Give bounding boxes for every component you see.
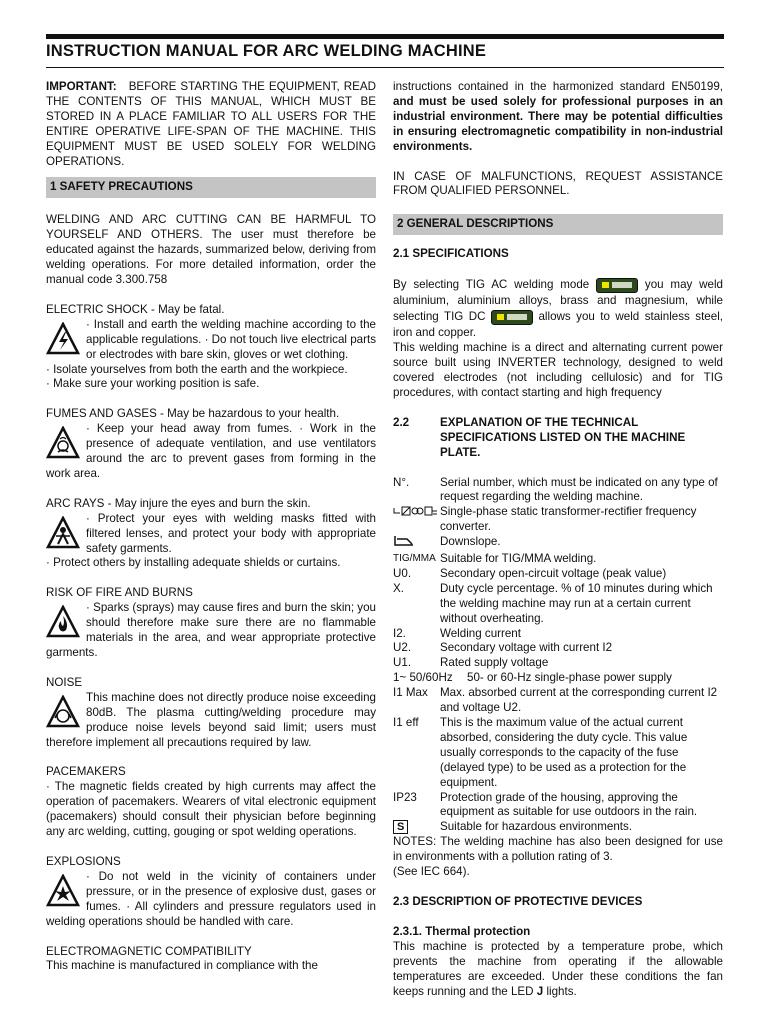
shock-body: · Install and earth the welding machine according to the applicable regulations. · Do not touch live electrical parts or electrodes with bare skin, gloves or wet clothing. (46, 318, 376, 363)
tig-dc-mode-icon (491, 310, 533, 325)
fumes-body: · Keep your head away from fumes. · Work in the presence of adequate ventilation, and use ventilators around the arc to prevent gases from forming in the work area. (46, 422, 376, 480)
fumes-title: FUMES AND GASES - May be hazardous to your health. (46, 407, 340, 421)
section-2-heading: 2 GENERAL DESCRIPTIONS (393, 214, 723, 235)
list-item: N°. Serial number, which must be indicated on any type of request regarding the welding machine. (393, 475, 718, 504)
list-item: U2. Secondary voltage with current I2 (393, 641, 613, 655)
section-2-3-heading: 2.3 DESCRIPTION OF PROTECTIVE DEVICES (393, 894, 643, 908)
list-item: I1 eff This is the maximum value of the actual current absorbed, considering the duty cycle. This value usually corresponds to the capacity of the fuse (delayed type) to be used as a protection for the equipment. (393, 716, 688, 789)
list-item: Single-phase static transformer-rectifier frequency converter. (393, 505, 723, 535)
list-item: S Suitable for hazardous environments. (393, 820, 723, 835)
page-title: INSTRUCTION MANUAL FOR ARC WELDING MACHINE (46, 42, 487, 60)
explosion-warning-icon (46, 874, 80, 908)
explosions-title: EXPLOSIONS (46, 854, 121, 868)
pacemakers-title: PACEMAKERS (46, 765, 126, 779)
list-item: I1 Max Max. absorbed current at the corresponding current I2 and voltage U2. (393, 686, 718, 715)
hazard-s-symbol: S (393, 820, 408, 834)
top-rule (46, 34, 724, 39)
section-1-heading: 1 SAFETY PRECAUTIONS (46, 177, 376, 198)
list-item: 1~ 50/60Hz 50- or 60-Hz single-phase power supply (393, 671, 672, 685)
left-column: IMPORTANT: BEFORE STARTING THE EQUIPMENT, READ THE CONTENTS OF THIS MANUAL, WHICH MUST BE STORED IN A PLACE FAMILIAR TO ALL USERS FOR THE ENTIRE OPERATIVE LIFE-SPAN OF THE MACHINE. THIS EQUIPMENT MUST BE USED SOLELY FOR WELDING OPERATIONS. 1 SAFETY PRECAUTIONS WELDING AND ARC CUTTING CAN BE HARMFUL TO YOURSELF AND OTHERS. The user must therefore be educated against the hazards, summarized below, deriving from welding operations. For more detailed information, order the manual code 3.300.758 ELECTRIC SHOCK - May be fatal. · Install and earth the welding machine according to the applicable regulations. · Do not touch live electrical parts or electrodes with bare skin, gloves or wet clothing. · Isolate yourselves from both the earth and the workpiece. · Make sure your working position is safe. FUMES AND GASES - May be hazardous to your health. · Keep your head away from fumes. · Work in the presence of adequate ventilation, and use ventilators around the arc to prevent gases from forming in the work area. ARC RAYS - May injure the eyes and burn the skin. · Protect your eyes with welding masks fitted with filtered lenses, and protect your body with appropriate safety garments. · Protect others by installing adequate shields or curtains. RISK OF FIRE AND BURNS · Sparks (sprays) may cause fires and burn the skin; you should therefore make sure there are no flammable materials in the area, and wear appropriate protective garments. NOISE This machine does not directly produce noise exceeding 80dB. The plasma cutting/welding procedure may produce noise levels beyond said limit; users must therefore implement all precautions required by law. PACEMAKERS · The magnetic fields created by high currents may affect the operation of pacemakers. Wearers of vital electronic equipment (pacemakers) should consult their physician before beginning any arc welding, cutting, gouging or spot welding operations. EXPLOSIONS · Do not weld in the vicinity of containers under pressure, or in the presence of explosive dust, gases or fumes. · All cylinders and pressure regulators used in welding operations should be handled with care. ELECTROMAGNETIC COMPATIBILITY This machine is manufactured in compliance with the (46, 80, 376, 973)
section-2-3-1-heading: 2.3.1. Thermal protection (393, 924, 531, 938)
shock-title: ELECTRIC SHOCK - May be fatal. (46, 302, 225, 316)
malfunction-note: IN CASE OF MALFUNCTIONS, REQUEST ASSISTANCE FROM QUALIFIED PERSONNEL. (393, 169, 723, 198)
title-rule (46, 67, 724, 68)
section-2-2-heading: 2.2 EXPLANATION OF THE TECHNICAL SPECIFICATIONS LISTED ON THE MACHINE PLATE. (393, 415, 686, 459)
thermal-protection-text: This machine is protected by a temperature probe, which prevents the machine from operating if the allowable temperatures are exceeded. Under these conditions the fan keeps running and the LED J lights. (393, 939, 723, 998)
manual-page (46, 0, 724, 1024)
fumes-warning-icon (46, 426, 80, 460)
iec-reference: (See IEC 664). (393, 865, 470, 879)
explosions-body: · Do not weld in the vicinity of containers under pressure, or in the presence of explosive dust, gases or fumes. · All cylinders and pressure regulators used in welding operations should be handled with care. (46, 869, 376, 928)
arc-title: ARC RAYS - May injure the eyes and burn the skin. (46, 496, 311, 510)
specifications-text: By selecting TIG AC welding mode you may weld aluminium, aluminium alloys, brass and magnesium, while selecting TIG DC allows you to weld stainless steel, iron and copper. (393, 278, 723, 340)
important-paragraph: IMPORTANT: BEFORE STARTING THE EQUIPMENT, READ THE CONTENTS OF THIS MANUAL, WHICH MUST BE STORED IN A PLACE FAMILIAR TO ALL USERS FOR THE ENTIRE OPERATIVE LIFE-SPAN OF THE MACHINE. THIS EQUIPMENT MUST BE USED SOLELY FOR WELDING OPERATIONS. (46, 80, 376, 168)
list-item: X. Duty cycle percentage. % of 10 minutes during which the welding machine may run at a certain current without overheating. (393, 581, 713, 625)
plate-spec-list (393, 476, 723, 836)
fire-warning-icon (46, 605, 80, 639)
list-item: I2. Welding current (393, 626, 521, 640)
noise-title: NOISE (46, 675, 83, 689)
section-2-1-heading: 2.1 SPECIFICATIONS (393, 247, 509, 261)
fire-title: RISK OF FIRE AND BURNS (46, 586, 193, 600)
noise-warning-icon (46, 695, 80, 729)
right-column (393, 80, 723, 999)
emc-continuation: instructions contained in the harmonized standard EN50199, and must be used solely for professional purposes in an industrial environment. There may be potential difficulties in ensuring electromagnetic compatibility in non-industrial environments. (393, 80, 723, 153)
emc-title: ELECTROMAGNETIC COMPATIBILITY (46, 944, 252, 958)
arc-body: · Protect your eyes with welding masks fitted with filtered lenses, and protect your body with appropriate safety garments. (46, 512, 376, 557)
pacemakers-body: · The magnetic fields created by high currents may affect the operation of pacemakers. Wearers of vital electronic equipment (pacemakers) should consult their physician before beginning any arc welding, cutting, gouging or spot welding operations. (46, 780, 376, 839)
tig-ac-mode-icon (596, 278, 638, 293)
transformer-rectifier-icon (393, 505, 437, 517)
list-item: TIG/MMA Suitable for TIG/MMA welding. (393, 552, 597, 566)
notes: NOTES: The welding machine has also been designed for use in environments with a pollution rating of 3. (393, 835, 723, 864)
fire-body: · Sparks (sprays) may cause fires and burn the skin; you should therefore make sure there are no flammable materials in the area, and wear appropriate protective garments. (46, 601, 376, 659)
list-item: U0. Secondary open-circuit voltage (peak value) (393, 566, 667, 580)
list-item: U1. Rated supply voltage (393, 656, 549, 670)
safety-intro: WELDING AND ARC CUTTING CAN BE HARMFUL TO YOURSELF AND OTHERS. The user must therefore be educated against the hazards, summarized below, deriving from welding operations. For more detailed information, order the manual code 3.300.758 (46, 213, 376, 286)
inverter-description: This welding machine is a direct and alternating current power source built using INVERTER technology, designed to weld covered electrodes (not including cellulosic) and for TIG procedures, with contact starting and high frequency (393, 341, 723, 399)
list-item: Downslope. (393, 535, 723, 552)
emc-body: This machine is manufactured in compliance with the (46, 959, 318, 973)
list-item: IP23 Protection grade of the housing, approving the equipment as suitable for use outdoors in the rain. (393, 790, 698, 819)
downslope-icon (393, 535, 415, 547)
noise-body: This machine does not directly produce noise exceeding 80dB. The plasma cutting/welding procedure may produce noise levels beyond said limit; users must therefore implement all precautions required by law. (46, 690, 376, 749)
arc-rays-warning-icon (46, 516, 80, 550)
electric-shock-warning-icon (46, 322, 80, 356)
